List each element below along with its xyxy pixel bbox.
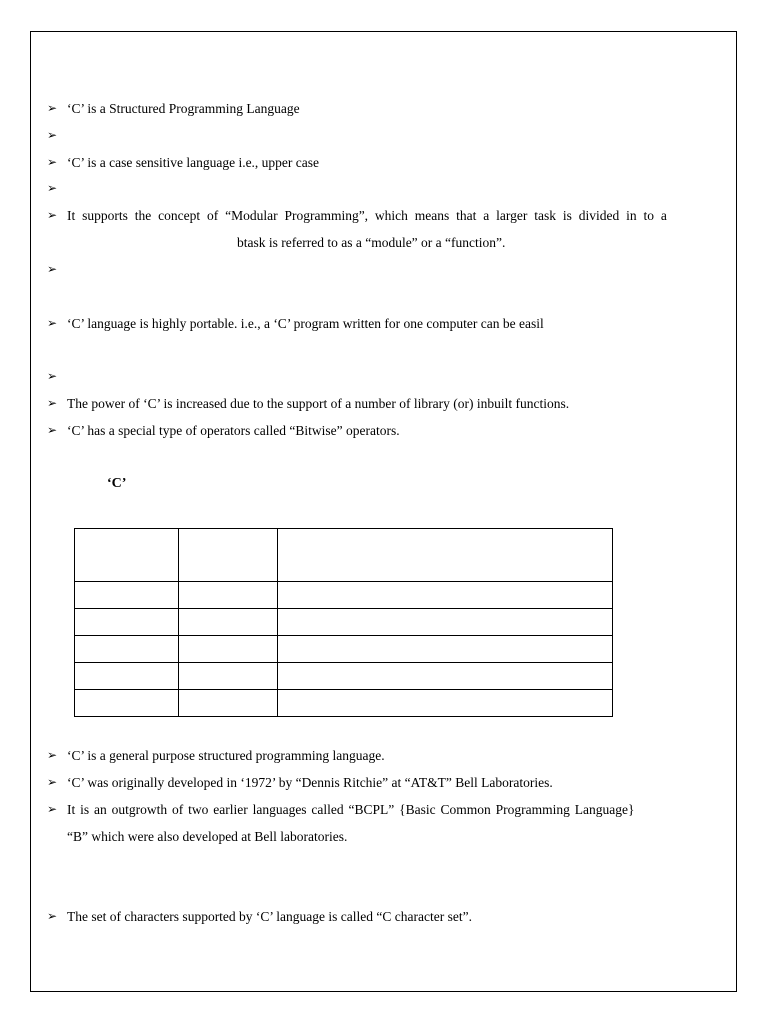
table-cell	[278, 609, 613, 636]
table-cell	[278, 582, 613, 609]
bullet-text: ‘C’ is a case sensitive language i.e., upper case	[67, 155, 320, 170]
bullet-text: The set of characters supported by ‘C’ language is called “C character set”.	[67, 909, 472, 924]
table-cell	[75, 636, 179, 663]
bullet-icon	[47, 774, 57, 790]
table-row	[75, 690, 613, 717]
table-cell	[179, 529, 278, 582]
table-cell	[179, 582, 278, 609]
bullet-icon	[47, 422, 57, 438]
bullet-icon	[47, 801, 57, 817]
bullet-text: ‘C’ is a Structured Programming Language	[67, 101, 300, 116]
table-cell	[179, 663, 278, 690]
bullet-text: It supports the concept of “Modular Programming”, which means that a larger task is divided in to a	[67, 208, 667, 223]
table-row	[75, 609, 613, 636]
bullet-icon	[47, 154, 57, 170]
bullet-text: ‘C’ was originally developed in ‘1972’ by “Dennis Ritchie” at “AT&T” Bell Laboratories.	[67, 775, 553, 790]
table-cell	[179, 609, 278, 636]
bullet-icon	[47, 261, 57, 277]
bullet-text: ‘C’ is a general purpose structured programming language.	[67, 748, 385, 763]
bullet-icon	[47, 908, 57, 924]
table-row	[75, 582, 613, 609]
bullet-icon	[47, 180, 57, 196]
bullet-text-continuation: “B” which were also developed at Bell laboratories.	[67, 829, 348, 844]
bullet-icon	[47, 127, 57, 143]
page-border	[30, 31, 737, 992]
table-cell	[75, 582, 179, 609]
table-cell	[179, 636, 278, 663]
bullet-icon	[47, 100, 57, 116]
bullet-icon	[47, 395, 57, 411]
bullet-text: It is an outgrowth of two earlier languages called “BCPL” {Basic Common Programming Language}	[67, 802, 635, 817]
table-cell	[75, 609, 179, 636]
table-cell	[278, 636, 613, 663]
table-cell	[75, 690, 179, 717]
bullet-text-continuation: btask is referred to as a “module” or a “function”.	[237, 235, 506, 250]
bullet-icon	[47, 747, 57, 763]
table-cell	[75, 529, 179, 582]
bullet-icon	[47, 368, 57, 384]
table-row	[75, 636, 613, 663]
table-cell	[75, 663, 179, 690]
table-header-row	[75, 529, 613, 582]
table-row	[75, 663, 613, 690]
table-cell	[278, 690, 613, 717]
bullet-icon	[47, 315, 57, 331]
bullet-text: ‘C’ has a special type of operators called “Bitwise” operators.	[67, 423, 400, 438]
bullet-text: The power of ‘C’ is increased due to the support of a number of library (or) inbuilt functions.	[67, 396, 570, 411]
table-cell	[278, 529, 613, 582]
bullet-icon	[47, 207, 57, 223]
bullet-text: ‘C’ language is highly portable. i.e., a ‘C’ program written for one computer can be easil	[67, 316, 544, 331]
table-cell	[179, 690, 278, 717]
section-heading: ‘C’	[107, 476, 127, 491]
history-table	[74, 528, 613, 717]
table-cell	[278, 663, 613, 690]
